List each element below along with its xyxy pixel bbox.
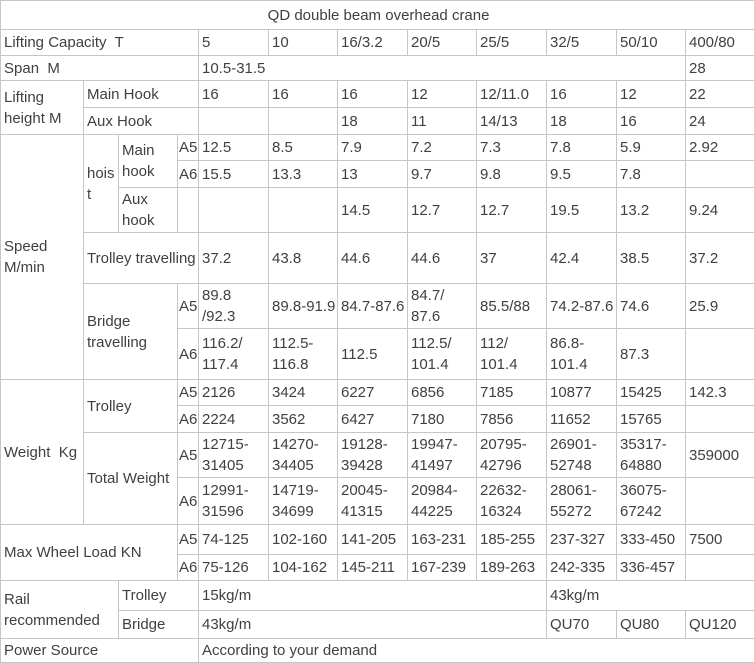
main-hook-value: 12: [408, 81, 477, 108]
rail-trolley-right-value: 43kg/m: [547, 581, 754, 611]
speed-main-a5-value: 7.2: [408, 135, 477, 161]
bridge-a6-value: 112/ 101.4: [477, 329, 547, 380]
max-wheel-a6-value: [686, 555, 754, 581]
max-wheel-a5-value: 333-450: [617, 525, 686, 555]
speed-aux-value: 19.5: [547, 188, 617, 233]
weight-trolley-a5-value: 6227: [338, 380, 408, 406]
speed-aux-value: [269, 188, 338, 233]
lifting-capacity-value: 32/5: [547, 30, 617, 56]
bridge-a5-value: 89.8 /92.3: [199, 284, 269, 329]
speed-aux-value: 12.7: [477, 188, 547, 233]
max-wheel-a6-value: 242-335: [547, 555, 617, 581]
total-weight-a5-value: 26901-52748: [547, 433, 617, 478]
lifting-capacity-value: 50/10: [617, 30, 686, 56]
rail-trolley-label: Trolley: [119, 581, 199, 611]
total-weight-a5-value: 14270-34405: [269, 433, 338, 478]
lifting-capacity-value: 400/80: [686, 30, 754, 56]
weight-trolley-a6-value: 3562: [269, 406, 338, 433]
max-wheel-a6-value: 145-211: [338, 555, 408, 581]
speed-main-a6-value: 15.5: [199, 161, 269, 188]
lifting-capacity-value: 25/5: [477, 30, 547, 56]
weight-trolley-a6-value: 6427: [338, 406, 408, 433]
speed-main-a5-value: 7.9: [338, 135, 408, 161]
lifting-capacity-value: 16/3.2: [338, 30, 408, 56]
total-weight-a6-value: 12991-31596: [199, 478, 269, 525]
main-hook-value: 22: [686, 81, 754, 108]
speed-label: Speed M/min: [1, 135, 84, 380]
weight-trolley-a6-value: [686, 406, 754, 433]
lifting-capacity-value: 20/5: [408, 30, 477, 56]
main-hook-label: Main Hook: [84, 81, 199, 108]
bridge-a6-value: 112.5/ 101.4: [408, 329, 477, 380]
max-wheel-a5-value: 185-255: [477, 525, 547, 555]
span-last-value: 28: [686, 56, 754, 81]
speed-main-a5-value: 5.9: [617, 135, 686, 161]
total-weight-a5-value: 359000: [686, 433, 754, 478]
trolley-travelling-value: 44.6: [408, 233, 477, 284]
max-wheel-a5-value: 141-205: [338, 525, 408, 555]
trolley-travelling-value: 44.6: [338, 233, 408, 284]
grade-a6-label: A6: [178, 329, 199, 380]
trolley-travelling-value: 42.4: [547, 233, 617, 284]
bridge-a6-value: 86.8- 101.4: [547, 329, 617, 380]
bridge-a6-value: [686, 329, 754, 380]
rail-bridge-left-value: 43kg/m: [199, 611, 547, 639]
speed-aux-value: 12.7: [408, 188, 477, 233]
speed-main-a6-value: 9.8: [477, 161, 547, 188]
weight-trolley-label: Trolley: [84, 380, 178, 433]
speed-main-a6-value: 7.8: [617, 161, 686, 188]
lifting-capacity-label: Lifting Capacity T: [1, 30, 199, 56]
weight-trolley-a6-value: 7856: [477, 406, 547, 433]
weight-trolley-a6-value: 15765: [617, 406, 686, 433]
max-wheel-a6-value: 336-457: [617, 555, 686, 581]
max-wheel-a5-value: 74-125: [199, 525, 269, 555]
max-wheel-load-label: Max Wheel Load KN: [1, 525, 178, 581]
weight-trolley-a5-value: 7185: [477, 380, 547, 406]
lifting-capacity-value: 10: [269, 30, 338, 56]
power-source-label: Power Source: [1, 639, 199, 663]
grade-a6-label: A6: [178, 555, 199, 581]
trolley-travelling-value: 43.8: [269, 233, 338, 284]
table-title: QD double beam overhead crane: [1, 1, 754, 30]
speed-main-a5-value: 2.92: [686, 135, 754, 161]
trolley-travelling-value: 37.2: [686, 233, 754, 284]
rail-recommended-label: Rail recommended: [1, 581, 119, 639]
max-wheel-a5-value: 102-160: [269, 525, 338, 555]
main-hook-value: 12: [617, 81, 686, 108]
grade-a6-label: A6: [178, 161, 199, 188]
weight-trolley-a5-value: 15425: [617, 380, 686, 406]
aux-hook-value: [269, 108, 338, 135]
bridge-a5-value: 74.6: [617, 284, 686, 329]
speed-aux-value: 9.24: [686, 188, 754, 233]
max-wheel-a6-value: 167-239: [408, 555, 477, 581]
aux-hook-value: 14/13: [477, 108, 547, 135]
speed-main-a6-value: 9.7: [408, 161, 477, 188]
weight-trolley-a5-value: 10877: [547, 380, 617, 406]
weight-trolley-a5-value: 2126: [199, 380, 269, 406]
total-weight-a6-value: 36075-67242: [617, 478, 686, 525]
max-wheel-a5-value: 237-327: [547, 525, 617, 555]
grade-a6-label: A6: [178, 406, 199, 433]
total-weight-a6-value: 20984-44225: [408, 478, 477, 525]
total-weight-a5-value: 19128-39428: [338, 433, 408, 478]
speed-main-hook-label: Main hook: [119, 135, 178, 188]
aux-hook-label: Aux Hook: [84, 108, 199, 135]
grade-a6-label: A6: [178, 478, 199, 525]
grade-a5-label: A5: [178, 135, 199, 161]
weight-trolley-a6-value: 11652: [547, 406, 617, 433]
total-weight-a6-value: [686, 478, 754, 525]
bridge-a5-value: 84.7-87.6: [338, 284, 408, 329]
bridge-a5-value: 25.9: [686, 284, 754, 329]
max-wheel-a6-value: 189-263: [477, 555, 547, 581]
total-weight-a6-value: 14719-34699: [269, 478, 338, 525]
speed-aux-value: [199, 188, 269, 233]
trolley-travelling-label: Trolley travelling: [84, 233, 199, 284]
grade-a5-label: A5: [178, 433, 199, 478]
bridge-a5-value: 84.7/ 87.6: [408, 284, 477, 329]
total-weight-a5-value: 12715-31405: [199, 433, 269, 478]
span-range-value: 10.5-31.5: [199, 56, 686, 81]
speed-aux-value: 14.5: [338, 188, 408, 233]
aux-hook-value: 24: [686, 108, 754, 135]
bridge-a5-value: 89.8-91.9: [269, 284, 338, 329]
bridge-a6-value: 87.3: [617, 329, 686, 380]
grade-a5-label: A5: [178, 525, 199, 555]
speed-main-a5-value: 7.8: [547, 135, 617, 161]
total-weight-a6-value: 22632-16324: [477, 478, 547, 525]
total-weight-a5-value: 20795-42796: [477, 433, 547, 478]
weight-trolley-a5-value: 142.3: [686, 380, 754, 406]
total-weight-label: Total Weight: [84, 433, 178, 525]
weight-label: Weight Kg: [1, 380, 84, 525]
speed-main-a5-value: 7.3: [477, 135, 547, 161]
weight-trolley-a5-value: 3424: [269, 380, 338, 406]
span-label: Span M: [1, 56, 199, 81]
speed-main-a5-value: 12.5: [199, 135, 269, 161]
rail-qu-value: QU80: [617, 611, 686, 639]
power-source-value: According to your demand: [199, 639, 754, 663]
aux-hook-value: 18: [338, 108, 408, 135]
weight-trolley-a6-value: 2224: [199, 406, 269, 433]
trolley-travelling-value: 38.5: [617, 233, 686, 284]
speed-main-a6-value: 13: [338, 161, 408, 188]
hoist-label: hoist: [84, 135, 119, 233]
bridge-a6-value: 112.5- 116.8: [269, 329, 338, 380]
max-wheel-a6-value: 75-126: [199, 555, 269, 581]
max-wheel-a5-value: 7500: [686, 525, 754, 555]
aux-hook-value: [199, 108, 269, 135]
weight-trolley-a5-value: 6856: [408, 380, 477, 406]
speed-main-a6-value: 9.5: [547, 161, 617, 188]
max-wheel-a5-value: 163-231: [408, 525, 477, 555]
bridge-a6-value: 112.5: [338, 329, 408, 380]
aux-hook-value: 11: [408, 108, 477, 135]
main-hook-value: 16: [547, 81, 617, 108]
speed-main-a6-value: 13.3: [269, 161, 338, 188]
total-weight-a5-value: 19947-41497: [408, 433, 477, 478]
bridge-a5-value: 74.2-87.6: [547, 284, 617, 329]
main-hook-value: 16: [199, 81, 269, 108]
main-hook-value: 12/11.0: [477, 81, 547, 108]
total-weight-a6-value: 20045-41315: [338, 478, 408, 525]
speed-main-a6-value: [686, 161, 754, 188]
max-wheel-a6-value: 104-162: [269, 555, 338, 581]
lifting-capacity-value: 5: [199, 30, 269, 56]
main-hook-value: 16: [338, 81, 408, 108]
aux-hook-value: 16: [617, 108, 686, 135]
total-weight-a5-value: 35317-64880: [617, 433, 686, 478]
main-hook-value: 16: [269, 81, 338, 108]
bridge-travelling-label: Bridge travelling: [84, 284, 178, 380]
bridge-a5-value: 85.5/88: [477, 284, 547, 329]
trolley-travelling-value: 37: [477, 233, 547, 284]
lifting-height-label: Lifting height M: [1, 81, 84, 135]
aux-hook-value: 18: [547, 108, 617, 135]
rail-qu-value: QU70: [547, 611, 617, 639]
rail-qu-value: QU120: [686, 611, 754, 639]
speed-main-a5-value: 8.5: [269, 135, 338, 161]
speed-aux-hook-label: Aux hook: [119, 188, 178, 233]
rail-trolley-left-value: 15kg/m: [199, 581, 547, 611]
total-weight-a6-value: 28061-55272: [547, 478, 617, 525]
rail-bridge-label: Bridge: [119, 611, 199, 639]
speed-aux-value: 13.2: [617, 188, 686, 233]
grade-a5-label: A5: [178, 284, 199, 329]
speed-aux-grade-empty-cell: [178, 188, 199, 233]
weight-trolley-a6-value: 7180: [408, 406, 477, 433]
grade-a5-label: A5: [178, 380, 199, 406]
bridge-a6-value: 116.2/ 117.4: [199, 329, 269, 380]
trolley-travelling-value: 37.2: [199, 233, 269, 284]
